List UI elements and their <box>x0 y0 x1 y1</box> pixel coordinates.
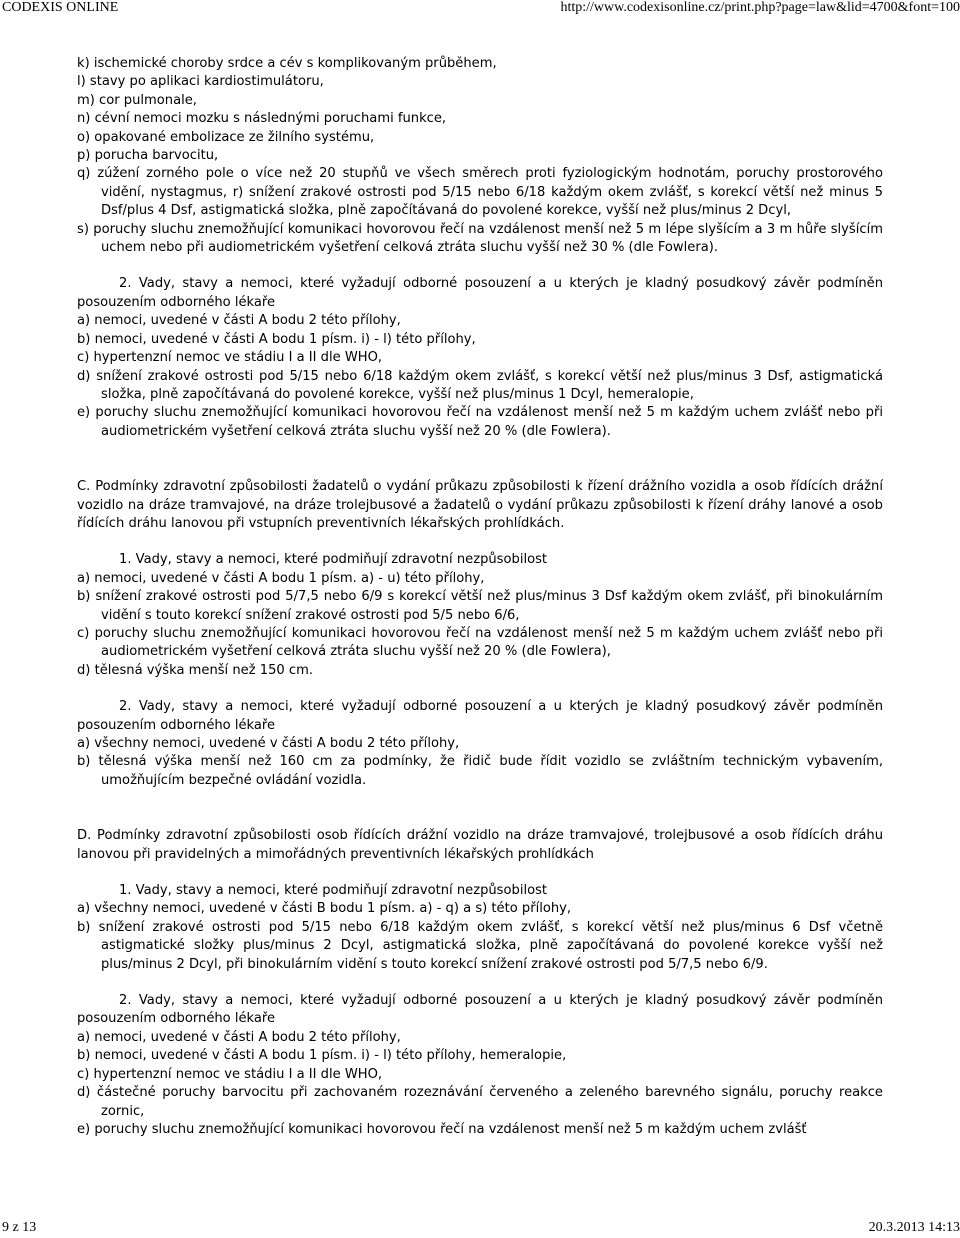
list-item: o) opakované embolizace ze žilního systému, <box>77 129 375 145</box>
list-item: a) nemoci, uvedené v části A bodu 2 této přílohy, <box>77 1029 401 1045</box>
list-item: d) částečné poruchy barvocitu při zachovaném rozeznávání červeného a zeleného barevného signálu, poruchy reakce zornic, <box>77 1085 883 1119</box>
list-item: b) nemoci, uvedené v části A bodu 1 písm. i) - l) této přílohy, <box>77 331 476 347</box>
section-c-intro: C. Podmínky zdravotní způsobilosti žadatelů o vydání průkazu způsobilosti k řízení drážního vozidla a osob řídících drážní vozidlo na dráze tramvajové, na dráze trolejbusové a žadatelů o vydání průkazu způsobilosti k řízení dráhy lanové a osob řídících dráhu lanovou při vstupních preventivních lékařských prohlídkách. <box>77 479 883 531</box>
page-url: http://www.codexisonline.cz/print.php?page=law&lid=4700&font=100 <box>560 0 960 15</box>
list-item: b) snížení zrakové ostrosti pod 5/15 nebo 6/18 každým okem zvlášť, s korekcí větší než plus/minus 6 Dsf včetně astigmatické složky plus/minus 2 Dcyl, astigmatická složka, plně započítávaná do povolené korekce vyšší než plus/minus 2 Dcyl, při binokulárním vidění s touto korekcí snížení zrakové ostrosti pod 5/7,5 nebo 6/9. <box>77 919 883 972</box>
print-footer <box>0 1220 960 1236</box>
list-item: p) porucha barvocitu, <box>77 148 219 164</box>
list-item: e) poruchy sluchu znemožňující komunikaci hovorovou řečí na vzdálenost menší než 5 m každým uchem zvlášť nebo při audiometrickém vyšetření celková ztráta sluchu vyšší než 20 % (dle Fowlera). <box>77 405 883 439</box>
page-number: 9 z 13 <box>2 1220 37 1235</box>
point-heading: 2. Vady, stavy a nemoci, které vyžadují odborné posouzení a u kterých je kladný posudkový závěr podmíněn posouzením odborného lékaře <box>77 993 883 1027</box>
site-name: CODEXIS ONLINE <box>2 0 119 15</box>
list-item: c) hypertenzní nemoc ve stádiu I a II dle WHO, <box>77 350 383 366</box>
list-item: m) cor pulmonale, <box>77 92 197 108</box>
list-item: d) snížení zrakové ostrosti pod 5/15 nebo 6/18 každým okem zvlášť, s korekcí větší než plus/minus 3 Dsf, astigmatická složka, plně započítávaná do povolené korekce, vyšší než plus/minus 1 Dcyl, hemeralopie, <box>77 368 883 402</box>
list-item: a) všechny nemoci, uvedené v části B bodu 1 písm. a) - q) a s) této přílohy, <box>77 901 572 917</box>
document-body <box>77 55 883 1139</box>
point-heading: 2. Vady, stavy a nemoci, které vyžadují odborné posouzení a u kterých je kladný posudkový závěr podmíněn posouzením odborného lékaře <box>77 699 883 733</box>
list-item: s) poruchy sluchu znemožňující komunikaci hovorovou řečí na vzdálenost menší než 5 m lépe slyšícím a 3 m hůře slyšícím uchem nebo při audiometrickém vyšetření celková ztráta sluchu vyšší než 30 % (dle Fowlera). <box>77 221 883 256</box>
print-datetime: 20.3.2013 14:13 <box>868 1220 960 1235</box>
list-item: a) nemoci, uvedené v části A bodu 2 této přílohy, <box>77 313 401 329</box>
list-item: b) tělesná výška menší než 160 cm za podmínky, že řidič bude řídit vozidlo se zvláštním technickým vybavením, umožňujícím bezpečné ovládání vozidla. <box>77 754 883 788</box>
point-heading: 1. Vady, stavy a nemoci, které podmiňují zdravotní nezpůsobilost <box>119 883 548 899</box>
section-d-intro: D. Podmínky zdravotní způsobilosti osob řídících drážní vozidlo na dráze tramvajové, trolejbusové a osob řídících dráhu lanovou při pravidelných a mimořádných preventivních lékařských prohlídkách <box>77 828 883 862</box>
list-item: b) snížení zrakové ostrosti pod 5/7,5 nebo 6/9 s korekcí větší než plus/minus 3 Dsf každým okem zvlášť, při binokulárním vidění s touto korekcí snížení zrakové ostrosti pod 5/5 nebo 6/6, <box>77 589 883 623</box>
list-item: e) poruchy sluchu znemožňující komunikaci hovorovou řečí na vzdálenost menší než 5 m každým uchem zvlášť <box>77 1121 807 1137</box>
list-item: a) nemoci, uvedené v části A bodu 1 písm. a) - u) této přílohy, <box>77 570 485 586</box>
point-heading: 1. Vady, stavy a nemoci, které podmiňují zdravotní nezpůsobilost <box>119 552 548 568</box>
list-item: q) zúžení zorného pole o více než 20 stupňů ve všech směrech proti fyziologickým hodnotám, poruchy prostorového vidění, nystagmus, r) snížení zrakové ostrosti pod 5/15 nebo 6/18 každým okem zvlášť, s korekcí větší než minus 5 Dsf/plus 4 Dsf, astigmatická složka, plně započítávaná do povolené korekce, vyšší než plus/minus 2 Dcyl, <box>77 166 883 219</box>
list-item: k) ischemické choroby srdce a cév s komplikovaným průběhem, <box>77 56 497 71</box>
list-item: b) nemoci, uvedené v části A bodu 1 písm. i) - l) této přílohy, hemeralopie, <box>77 1048 567 1064</box>
list-item: l) stavy po aplikaci kardiostimulátoru, <box>77 74 324 90</box>
list-item: a) všechny nemoci, uvedené v části A bodu 2 této přílohy, <box>77 736 460 751</box>
print-header <box>0 0 960 16</box>
point-heading: 2. Vady, stavy a nemoci, které vyžadují odborné posouzení a u kterých je kladný posudkový závěr podmíněn posouzením odborného lékaře <box>77 276 883 310</box>
list-item: c) poruchy sluchu znemožňující komunikaci hovorovou řečí na vzdálenost menší než 5 m každým uchem zvlášť nebo při audiometrickém vyšetření celková ztráta sluchu vyšší než 20 % (dle Fowlera), <box>77 625 883 660</box>
list-item: d) tělesná výška menší než 150 cm. <box>77 662 314 678</box>
list-item: c) hypertenzní nemoc ve stádiu I a II dle WHO, <box>77 1066 383 1082</box>
list-item: n) cévní nemoci mozku s následnými poruchami funkce, <box>77 111 447 127</box>
